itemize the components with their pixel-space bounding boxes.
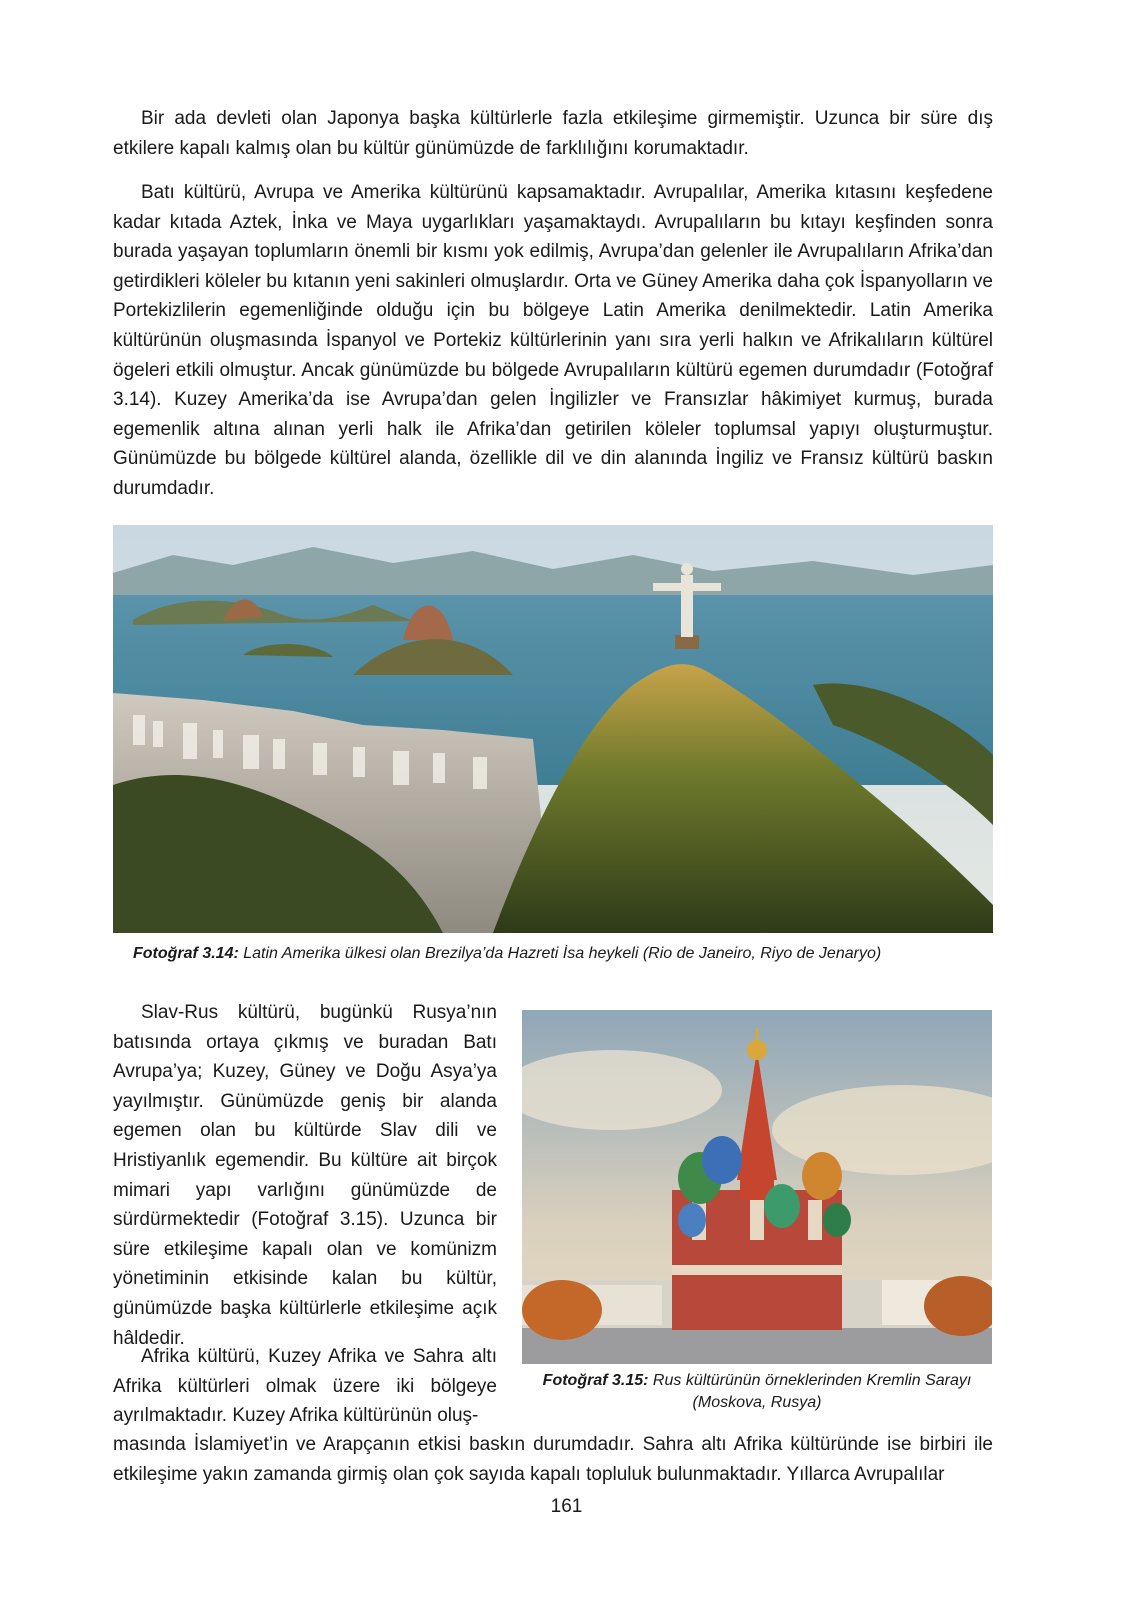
figure-label: Fotoğraf 3.14: <box>133 945 239 962</box>
figure-text: Latin Amerika ülkesi olan Brezilya’da Hazreti İsa heykeli (Rio de Janeiro, Riyo de Jenaryo) <box>243 945 882 962</box>
paragraph-africa-continued: masında İslamiyet’in ve Arapçanın etkisi baskın durumdadır. Sahra altı Afrika kültüründe ise birbiri ile etkileşime yakın zamanda girmiş olan çok sayıda kapalı topluluk bulunmaktadır. Yıllarca Avrupalılar <box>113 1434 993 1485</box>
figure-text: Rus kültürünün örneklerinden Kremlin Sarayı (Moskova, Rusya) <box>652 1372 972 1411</box>
photo-3-15-caption <box>522 1370 992 1414</box>
page-number: 161 <box>550 1496 583 1517</box>
rio-landscape-illustration <box>113 525 993 933</box>
paragraph-western-culture: Batı kültürü, Avrupa ve Amerika kültürünü kapsamaktadır. Avrupalılar, Amerika kıtasını keşfedene kadar kıtada Aztek, İnka ve Maya uygarlıkları yaşamaktaydı. Avrupalıların bu kıtayı keşfinden sonra burada yaşayan toplumların önemli bir kısmı yok edilmiş, Avrupa’dan gelenler ile Avrupalıların Afrika’dan getirdikleri köleler bu kıtanın yeni sakinleri olmuşlardır. Orta ve Güney Amerika daha çok İspanyolların ve Portekizlilerin egemenliğinde olduğu için bu bölgeye Latin Amerika denilmektedir. Latin Amerika kültürünün oluşmasında İspanyol ve Portekiz kültürlerinin yanı sıra yerli halkın ve Afrikalıların kültürel ögeleri etkili olmuştur. Ancak günümüzde bu bölgede Avrupalıların kültürü egemen durumdadır (Fotoğraf 3.14). Kuzey Amerika’da ise Avrupa’dan gelen İngilizler ve Fransızlar hâkimiyet kurmuş, burada egemenlik altına alınan yerli halk ile Afrika’dan getirilen köleler toplumsal yapıyı oluşturmuştur. Günümüzde bu bölgede kültürel alanda, özellikle dil ve din alanında İngiliz ve Fransız kültürü baskın durumdadır. <box>113 182 993 499</box>
paragraph-africa-start: Afrika kültürü, Kuzey Afrika ve Sahra altı Afrika kültürleri olmak üzere iki bölgeye ayrılmaktadır. Kuzey Afrika kültürünün oluş- <box>113 1346 497 1427</box>
paragraph-japan: Bir ada devleti olan Japonya başka kültürlerle fazla etkileşime girmemiştir. Uzunca bir süre dış etkilere kapalı kalmış olan bu kültür günümüzde de farklılığını korumaktadır. <box>113 108 993 159</box>
paragraph-slav-russian: Slav-Rus kültürü, bugünkü Rusya’nın batısında ortaya çıkmış ve buradan Batı Avrupa’ya; Kuzey, Güney ve Doğu Asya’ya yayılmıştır. Günümüzde geniş bir alanda egemen olan bu kültürde Slav dili ve Hristiyanlık egemendir. Bu kültüre ait birçok mimari yapı varlığını günümüzde de sürdürmektedir (Fotoğraf 3.15). Uzunca bir süre etkileşime kapalı olan ve komünizm yönetiminin etkisinde kalan bu kültür, günümüzde başka kültürlerle etkileşime açık hâldedir. <box>113 1002 497 1349</box>
kremlin-illustration <box>522 1010 992 1364</box>
photo-3-14-caption <box>133 943 993 965</box>
photo-rio-christ-redeemer <box>113 525 993 933</box>
photo-kremlin <box>522 1010 992 1364</box>
figure-label: Fotoğraf 3.15: <box>542 1372 649 1389</box>
